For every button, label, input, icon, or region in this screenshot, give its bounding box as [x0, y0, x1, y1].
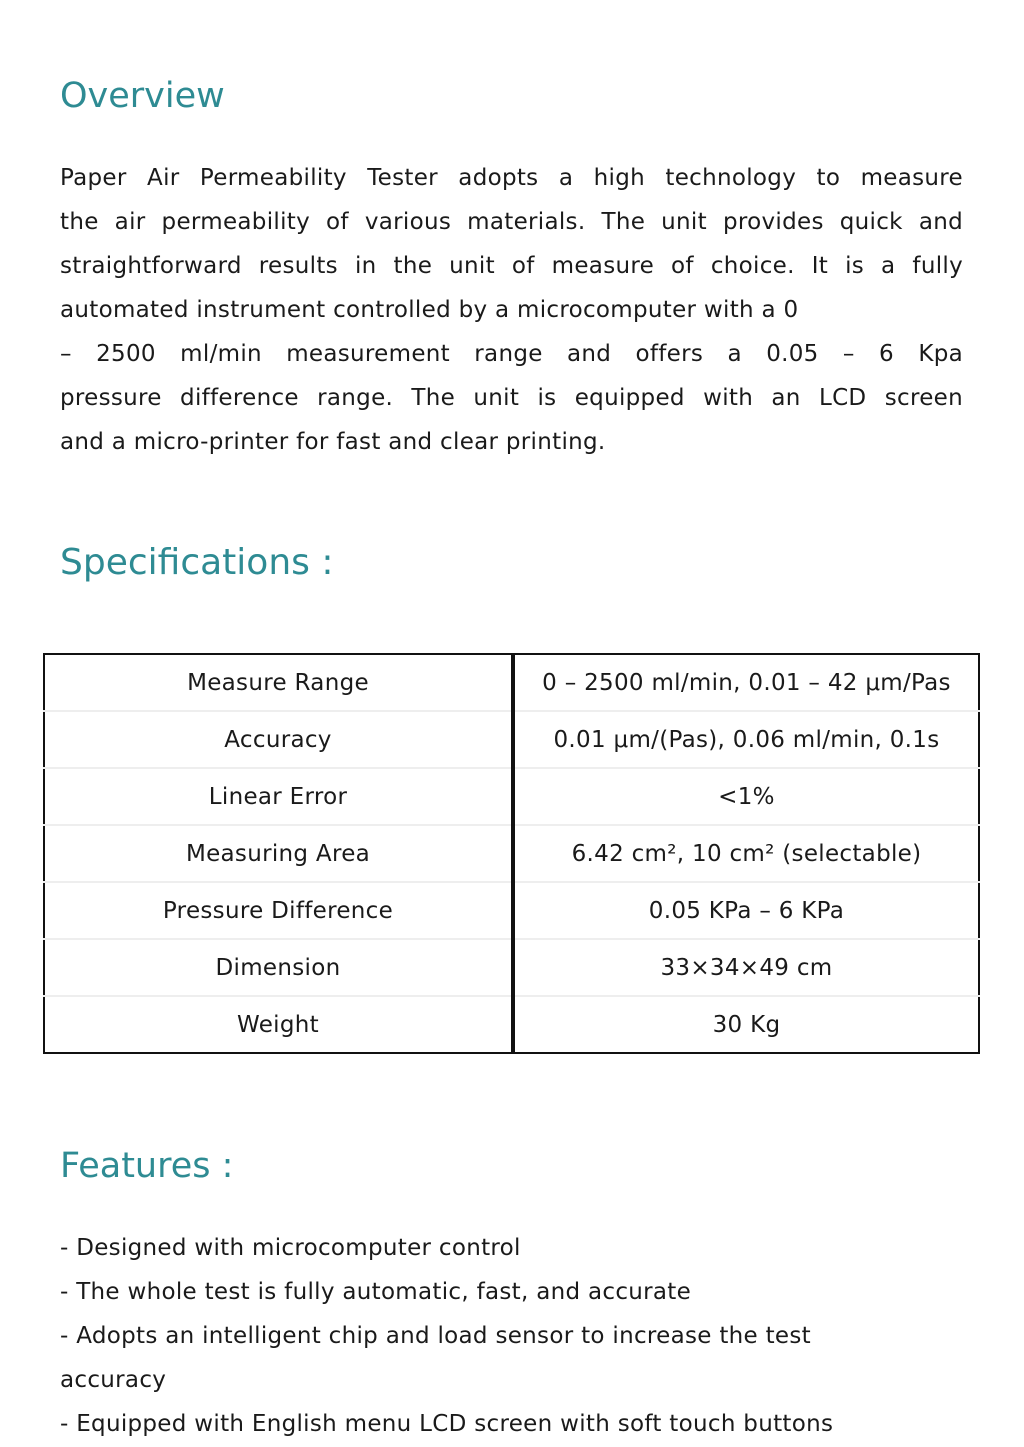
- spec-label: Weight: [237, 1011, 319, 1038]
- table-row: [44, 996, 979, 1053]
- list-item: - Designed with microcomputer control: [60, 1235, 521, 1261]
- table-row: [44, 939, 979, 996]
- overview-paragraph: [60, 156, 963, 464]
- spec-value: 0.05 KPa – 6 KPa: [513, 882, 979, 939]
- spec-label: Measuring Area: [44, 825, 513, 882]
- spec-label: Linear Error: [44, 768, 513, 825]
- overview-line: automated instrument controlled by a microcomputer with a 0: [60, 297, 799, 323]
- overview-line: straightforward results in the unit of measure of choice. It is a fully: [60, 253, 963, 279]
- table-row: [44, 825, 979, 882]
- spec-value: 30 Kg: [513, 996, 979, 1053]
- overview-heading: Overview: [60, 76, 225, 116]
- specifications-heading: Specifications :: [60, 542, 334, 583]
- features-heading: Features :: [60, 1146, 234, 1186]
- spec-label: Accuracy: [44, 711, 513, 768]
- spec-label: Measure Range: [44, 654, 513, 711]
- spec-label: Pressure Difference: [44, 882, 513, 939]
- spec-value: 6.42 cm², 10 cm² (selectable): [513, 825, 979, 882]
- spec-value: <1%: [513, 768, 979, 825]
- list-item: - Adopts an intelligent chip and load sensor to increase the test: [60, 1323, 811, 1349]
- spec-value: 33×34×49 cm: [513, 939, 979, 996]
- table-row: [44, 768, 979, 825]
- spec-value: 0.01 μm/(Pas), 0.06 ml/min, 0.1s: [513, 711, 979, 768]
- spec-label: Dimension: [44, 939, 513, 996]
- overview-line: – 2500 ml/min measurement range and offers a 0.05 – 6 Kpa: [60, 341, 963, 367]
- specifications-table: [43, 653, 980, 1054]
- list-item: accuracy: [60, 1367, 167, 1393]
- list-item: - The whole test is fully automatic, fast, and accurate: [60, 1279, 692, 1305]
- table-row: [44, 711, 979, 768]
- overview-line: Paper Air Permeability Tester adopts a high technology to measure: [60, 165, 963, 191]
- spec-value: 0 – 2500 ml/min, 0.01 – 42 μm/Pas: [513, 654, 979, 711]
- overview-line: the air permeability of various materials. The unit provides quick and: [60, 209, 963, 235]
- overview-line: pressure difference range. The unit is equipped with an LCD screen: [60, 385, 963, 411]
- table-row: [44, 882, 979, 939]
- table-row: [44, 654, 979, 711]
- list-item: - Equipped with English menu LCD screen with soft touch buttons: [60, 1411, 834, 1437]
- features-list: [60, 1226, 963, 1446]
- overview-line: and a micro-printer for fast and clear printing.: [60, 429, 606, 455]
